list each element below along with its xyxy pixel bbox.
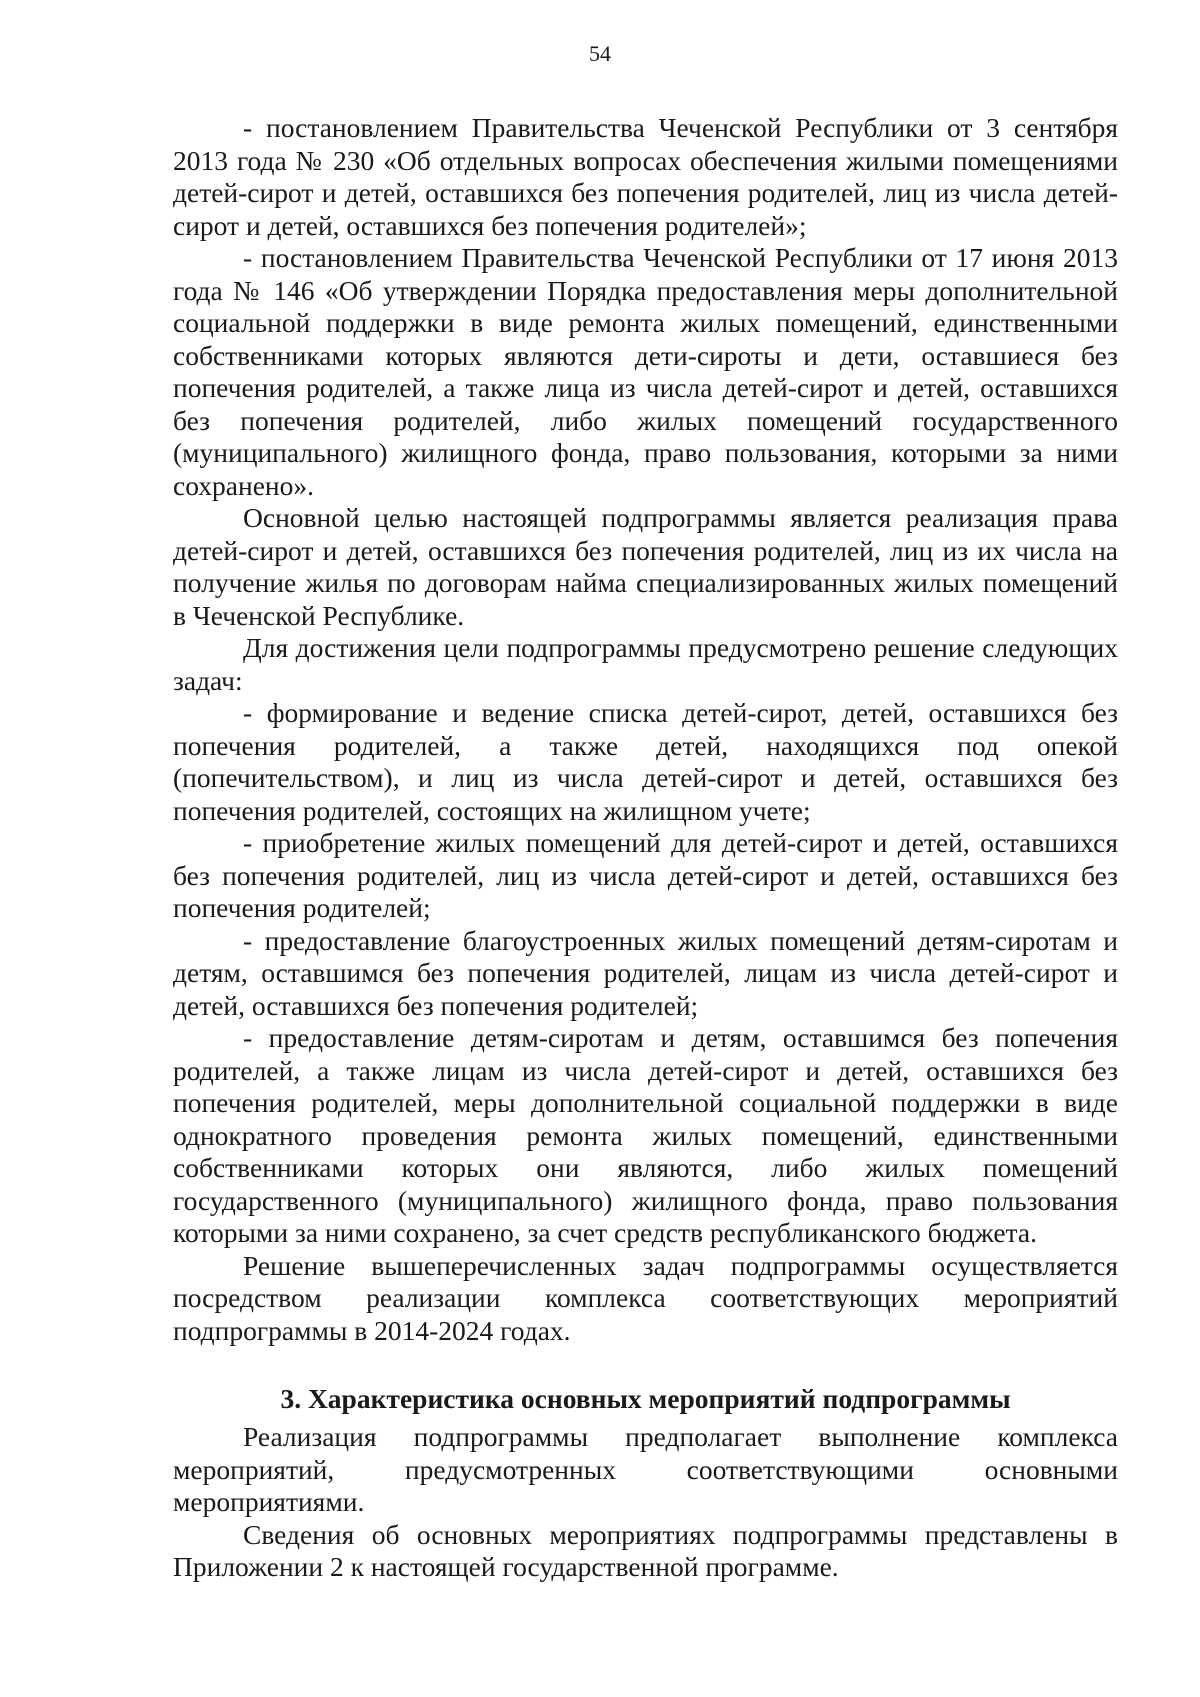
paragraph-task-provision: - предоставление благоустроенных жилых помещений детям-сиротам и детям, оставшимся без попечения родителей, лицам из числа детей-сирот и детей, оставшихся без попечения родителей; [173,924,1118,1021]
paragraph-main-goal: Основной целью настоящей подпрограммы является реализация права детей-сирот и детей, оставшихся без попечения родителей, лиц из их числа на получение жилья по договорам найма специализированных жилых помещений в Чеченской Республике. [173,502,1118,631]
paragraph-appendix-reference: Сведения об основных мероприятиях подпрограммы представлены в Приложении 2 к настоящей государственной программе. [173,1518,1118,1582]
page-number: 54 [589,41,611,66]
paragraph-task-acquisition: - приобретение жилых помещений для детей-сирот и детей, оставшихся без попечения родителей, лиц из числа детей-сирот и детей, оставшихся без попечения родителей; [173,827,1118,923]
paragraph-decree-230: - постановлением Правительства Чеченской Республики от 3 сентября 2013 года № 230 «Об отдельных вопросах обеспечения жилыми помещениями детей-сирот и детей, оставшихся без попечения родителей, лиц из числа детей-сирот и детей, оставшихся без попечения родителей»; [173,112,1118,241]
paragraph-task-list-maintenance: - формирование и ведение списка детей-сирот, детей, оставшихся без попечения родителей, а также детей, находящихся под опекой (попечительством), и лиц из числа детей-сирот и детей, оставшихся без попечения родителей, состоящих на жилищном учете; [173,697,1118,826]
paragraph-tasks-solution: Решение вышеперечисленных задач подпрограммы осуществляется посредством реализации комплекса соответствующих мероприятий подпрограммы в 2014-2024 годах. [173,1249,1118,1346]
paragraph-tasks-intro: Для достижения цели подпрограммы предусмотрено решение следующих задач: [173,632,1118,696]
paragraph-implementation: Реализация подпрограммы предполагает выполнение комплекса мероприятий, предусмотренных соответствующими основными мероприятиями. [173,1421,1118,1517]
section-heading: 3. Характеристика основных мероприятий подпрограммы [280,1383,1011,1414]
paragraph-task-repair-support: - предоставление детям-сиротам и детям, оставшимся без попечения родителей, а также лицам из числа детей-сирот и детей, оставшихся без попечения родителей, меры дополнительной социальной поддержки в виде однократного проведения ремонта жилых помещений, единственными собственниками которых они являются, либо жилых помещений государственного (муниципального) жилищного фонда, право пользования которыми за ними сохранено, за счет средств республиканского бюджета. [173,1022,1118,1248]
document-body [173,112,1118,1584]
paragraph-decree-146: - постановлением Правительства Чеченской Республики от 17 июня 2013 года № 146 «Об утверждении Порядка предоставления меры дополнительной социальной поддержки в виде ремонта жилых помещений, единственными собственниками которых являются дети-сироты и дети, оставшиеся без попечения родителей, а также лица из числа детей-сирот и детей, оставшихся без попечения родителей, либо жилых помещений государственного (муниципального) жилищного фонда, право пользования, которыми за ними сохранено». [173,242,1118,501]
